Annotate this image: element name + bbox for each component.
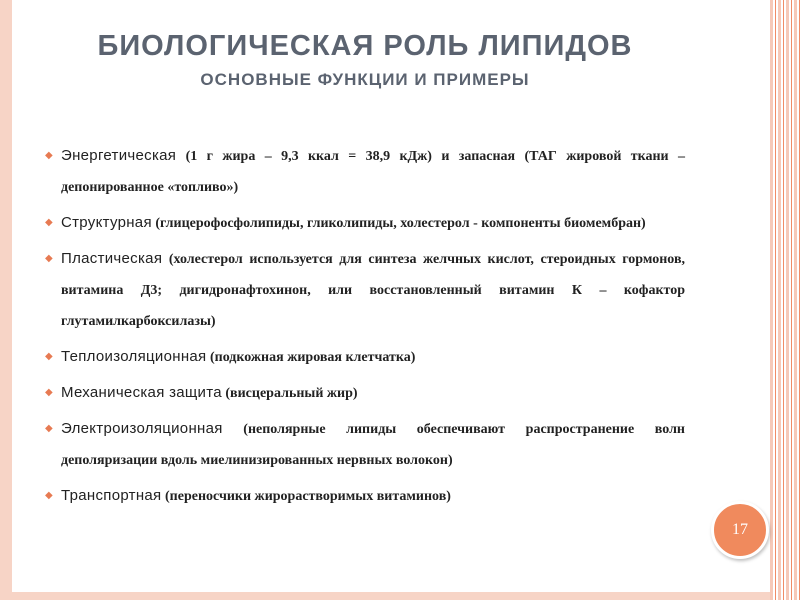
slide-subtitle: ОСНОВНЫЕ ФУНКЦИИ И ПРИМЕРЫ [200, 70, 530, 89]
bullet-icon: ◆ [45, 387, 53, 398]
list-item [45, 140, 685, 203]
item-text: (висцеральный жир) [221, 386, 358, 401]
bullet-icon: ◆ [45, 351, 53, 362]
bullet-icon: ◆ [45, 150, 53, 161]
slide-number-badge: 17 [711, 501, 769, 559]
item-text: (переносчики жирорастворимых витаминов) [161, 489, 451, 504]
item-text: (1 г жира – 9,3 ккал = 38,9 кДж) и запасная (ТАГ жировой ткани – депонированное «топливо») [61, 149, 685, 195]
bullet-icon: ◆ [45, 217, 53, 228]
item-text: (подкожная жировая клетчатка) [206, 350, 416, 365]
slide-frame-bottom [0, 592, 800, 600]
bullet-icon: ◆ [45, 490, 53, 501]
list-item [45, 413, 685, 476]
list-item [45, 341, 685, 373]
list-item [45, 243, 685, 337]
item-term: Энергетическая [61, 147, 177, 164]
item-term: Пластическая [61, 250, 163, 267]
item-text: (глицерофосфолипиды, гликолипиды, холестерол - компоненты биомембран) [151, 216, 646, 231]
function-list [45, 140, 685, 516]
bullet-icon: ◆ [45, 423, 53, 434]
list-item [45, 377, 685, 409]
slide-title: БИОЛОГИЧЕСКАЯ РОЛЬ ЛИПИДОВ [97, 30, 633, 62]
item-term: Электроизоляционная [61, 420, 223, 437]
item-term: Транспортная [61, 487, 162, 504]
list-item [45, 207, 685, 239]
item-term: Структурная [61, 214, 152, 231]
list-item [45, 480, 685, 512]
decorative-stripes [770, 0, 800, 600]
bullet-icon: ◆ [45, 253, 53, 264]
item-text: (неполярные липиды обеспечивают распространение волн деполяризации вдоль миелинизированных нервных волокон) [61, 422, 685, 468]
slide-frame-left [0, 0, 12, 600]
item-text: (холестерол используется для синтеза желчных кислот, стероидных гормонов, витамина Д3; дигидронафтохинон, или восстановленный витамин К – кофактор глутамилкарбоксилазы) [61, 252, 685, 329]
item-term: Теплоизоляционная [61, 348, 207, 365]
item-term: Механическая защита [61, 384, 222, 401]
